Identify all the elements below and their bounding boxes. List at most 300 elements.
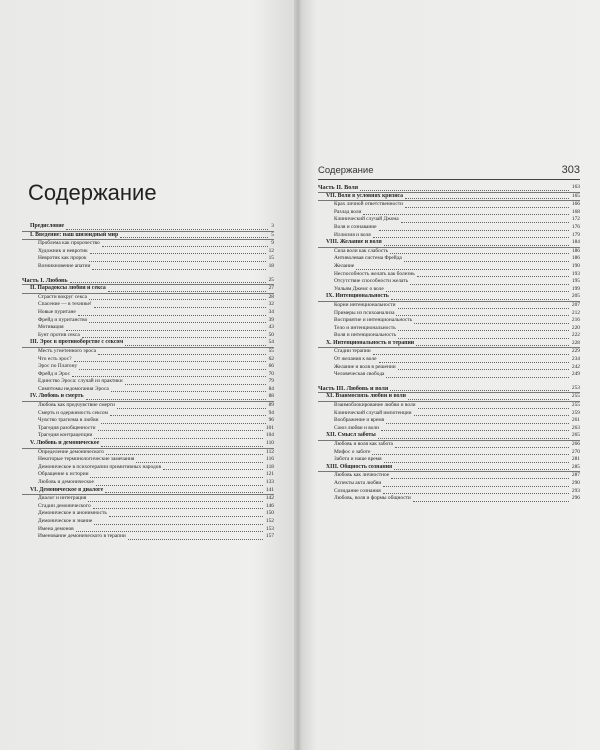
toc-leader-dots	[398, 330, 569, 331]
toc-entry-title: Желание и воля в решении	[334, 363, 396, 370]
toc-entry-title: Неспособность желать как болезнь	[334, 270, 415, 277]
toc-leader-dots	[386, 377, 568, 378]
toc-section-entry	[318, 402, 580, 410]
toc-leader-dots	[136, 462, 263, 463]
toc-chapter-entry	[22, 223, 274, 232]
toc-entry-page: 150	[265, 510, 274, 517]
toc-entry-page: 94	[268, 409, 274, 416]
toc-entry-page: 133	[265, 479, 274, 485]
toc-leader-dots	[101, 446, 263, 447]
toc-section-entry	[22, 425, 274, 433]
toc-entry-title: Трагедия контрацепции	[38, 432, 93, 439]
toc-entry-title: Восприятие и интенциональность	[334, 317, 413, 324]
toc-entry-page: 39	[268, 316, 274, 323]
toc-leader-dots	[390, 390, 569, 391]
toc-section-entry	[318, 348, 580, 356]
toc-leader-dots	[94, 307, 266, 308]
toc-section-entry	[22, 449, 274, 457]
toc-entry-title: Обращение к истории	[38, 471, 89, 478]
toc-entry-title: IX. Интенциональность	[326, 293, 389, 300]
toc-section-entry	[22, 533, 274, 541]
toc-section-entry	[318, 310, 580, 318]
toc-entry-page: 15	[268, 255, 274, 262]
toc-leader-dots	[70, 282, 266, 283]
toc-entry-title: Демоническое и знание	[38, 517, 93, 524]
toc-entry-title: Желание	[334, 262, 355, 269]
toc-entry-title: Любовь как предчувствие смерти	[38, 402, 115, 409]
toc-leader-dots	[93, 508, 263, 509]
toc-entry-page: 261	[571, 417, 580, 424]
toc-entry-title: Невротик как пророк	[38, 255, 87, 262]
toc-entry-title: Клинический случай Джона	[334, 216, 399, 223]
toc-entry-page: 193	[571, 270, 580, 277]
toc-entry-page: 54	[268, 339, 274, 346]
toc-entry-page: 199	[571, 285, 580, 292]
toc-leader-dots	[381, 430, 569, 431]
toc-leader-dots	[102, 246, 269, 247]
toc-section-entry	[22, 255, 274, 263]
toc-section-entry	[318, 302, 580, 310]
toc-entry-title: I. Введение: наш шизоидный мир	[30, 231, 119, 238]
toc-chapter-entry	[318, 239, 580, 248]
toc-section-entry	[318, 278, 580, 286]
toc-section-entry	[22, 348, 274, 356]
toc-entry-title: Разлад воли	[334, 208, 362, 215]
toc-leader-dots	[94, 438, 263, 439]
toc-entry-page: 179	[571, 231, 580, 238]
toc-entry-title: Фрейд и Эрос	[38, 370, 71, 377]
toc-section-entry	[318, 371, 580, 379]
toc-section-entry	[318, 472, 580, 480]
toc-entry-page: 32	[268, 301, 274, 308]
toc-section-entry	[318, 271, 580, 279]
running-header	[318, 165, 580, 180]
toc-entry-page: 249	[571, 371, 580, 378]
toc-entry-title: Клинический случай импотенции	[334, 409, 412, 416]
toc-leader-dots	[106, 454, 263, 455]
toc-entry-title: Иллюзия и воля	[334, 231, 371, 238]
toc-entry-page: 25	[268, 276, 274, 283]
toc-entry-title: Любовь и демоническое	[38, 479, 94, 485]
toc-section-entry	[318, 325, 580, 333]
toc-entry-title: Часть I. Любовь	[22, 276, 68, 284]
toc-entry-title: Определение демонического	[38, 448, 104, 455]
toc-section-entry	[22, 301, 274, 309]
toc-entry-title: Месть угнетенного эроса	[38, 347, 97, 354]
toc-leader-dots	[108, 291, 266, 292]
toc-section-entry	[318, 224, 580, 232]
toc-entry-title: Единство Эроса: случай из практики	[38, 378, 123, 385]
toc-entry-title: Воображение и время	[334, 417, 385, 424]
toc-entry-page: 84	[268, 385, 274, 392]
toc-leader-dots	[408, 399, 569, 400]
toc-entry-title: Примеры из психоанализа	[334, 309, 395, 316]
toc-entry-page: 166	[571, 201, 580, 208]
toc-entry-title: Уильям Джемс о воле	[334, 285, 384, 292]
toc-entry-title: Возникновение апатии	[38, 262, 91, 269]
toc-entry-title: III. Эрос в противоборстве с сексом	[30, 339, 124, 346]
toc-section-entry	[22, 402, 274, 410]
toc-entry-title: Демоническое и анонимность	[38, 510, 107, 517]
toc-entry-title: Некоторые терминологические замечания	[38, 456, 135, 463]
toc-entry-page: 146	[265, 502, 274, 509]
toc-entry-title: Страсти вокруг секса	[38, 293, 87, 300]
toc-entry-title: Воля и интенциональность	[334, 332, 397, 339]
toc-entry-title: Стадии демонического	[38, 502, 91, 509]
toc-chapter-entry	[318, 393, 580, 402]
toc-entry-title: Спасение — в технике!	[38, 301, 92, 308]
toc-section-entry	[318, 286, 580, 294]
toc-section-entry	[318, 495, 580, 503]
toc-entry-page: 110	[266, 440, 274, 447]
toc-entry-title: Именование демонического в терапии	[38, 533, 126, 540]
toc-section-entry	[318, 232, 580, 240]
toc-leader-dots	[405, 198, 569, 199]
toc-section-entry	[22, 317, 274, 325]
toc-entry-title: Часть II. Воля	[318, 184, 359, 191]
toc-section-entry	[318, 441, 580, 449]
toc-entry-page: 216	[571, 317, 580, 324]
toc-entry-page: 141	[265, 486, 274, 493]
toc-section-entry	[318, 417, 580, 425]
toc-leader-dots	[390, 253, 569, 254]
toc-leader-dots	[396, 315, 568, 316]
toc-section-entry	[22, 324, 274, 332]
toc-entry-page: 112	[266, 448, 274, 455]
toc-entry-page: 253	[571, 384, 580, 391]
toc-entry-page: 5	[271, 231, 274, 238]
toc-leader-dots	[391, 299, 569, 300]
toc-entry-page: 62	[268, 355, 274, 362]
toc-entry-page: 285	[571, 463, 580, 470]
toc-section-entry	[22, 518, 274, 526]
toc-entry-title: Трагедия разобщенности	[38, 424, 96, 431]
toc-section-entry	[22, 432, 274, 440]
toc-entry-page: 89	[268, 402, 274, 409]
toc-leader-dots	[117, 408, 266, 409]
toc-entry-page: 153	[265, 525, 274, 532]
toc-section-entry	[22, 479, 274, 487]
toc-entry-page: 186	[571, 247, 580, 254]
toc-chapter-entry	[22, 232, 274, 241]
toc-entry-page: 96	[268, 417, 274, 424]
toc-list-left	[22, 223, 274, 541]
toc-chapter-entry	[22, 339, 274, 348]
toc-section-entry	[318, 480, 580, 488]
toc-leader-dots	[414, 415, 569, 416]
toc-section-entry	[318, 317, 580, 325]
toc-leader-dots	[96, 485, 263, 486]
toc-leader-dots	[120, 237, 268, 238]
toc-entry-title: Предисловие	[30, 223, 65, 229]
toc-section-entry	[318, 201, 580, 209]
toc-entry-title: Художник и невротик	[38, 247, 88, 254]
toc-section-entry	[22, 417, 274, 425]
toc-leader-dots	[111, 391, 266, 392]
toc-leader-dots	[78, 315, 266, 316]
toc-section-entry	[22, 378, 274, 386]
toc-entry-page: 121	[265, 471, 274, 478]
toc-entry-title: Мотивация	[38, 324, 64, 331]
toc-leader-dots	[89, 322, 265, 323]
toc-leader-dots	[379, 230, 569, 231]
toc-leader-dots	[86, 399, 266, 400]
toc-entry-page: 101	[265, 424, 274, 431]
toc-entry-page: 55	[268, 347, 274, 354]
toc-leader-dots	[163, 469, 263, 470]
toc-leader-dots	[90, 477, 262, 478]
toc-leader-dots	[66, 229, 268, 230]
toc-section-entry	[22, 526, 274, 534]
toc-entry-page: 296	[571, 495, 580, 502]
book-gutter	[294, 0, 302, 750]
toc-entry-page: 265	[571, 432, 580, 439]
left-page	[0, 0, 298, 750]
toc-entry-page: 168	[571, 208, 580, 215]
toc-section-entry	[22, 240, 274, 248]
toc-entry-title: XII. Смысл заботы	[326, 432, 376, 439]
toc-entry-title: Стадии терапии	[334, 348, 371, 355]
toc-leader-dots	[391, 478, 569, 479]
toc-section-entry	[22, 456, 274, 464]
toc-entry-title: От желания к воле	[334, 356, 377, 363]
toc-entry-title: Часть III. Любовь и воля	[318, 384, 389, 392]
toc-leader-dots	[418, 408, 569, 409]
toc-leader-dots	[401, 222, 569, 223]
toc-entry-page: 234	[571, 356, 580, 363]
toc-entry-page: 163	[571, 184, 580, 190]
toc-entry-page: 43	[268, 324, 274, 331]
toc-entry-page: 293	[571, 487, 580, 494]
toc-section-entry	[318, 332, 580, 340]
toc-entry-title: XI. Взаимосвязь любви и воли	[326, 393, 406, 400]
toc-entry-title: Бунт против секса	[38, 331, 80, 338]
toc-leader-dots	[125, 384, 266, 385]
toc-entry-page: 212	[571, 309, 580, 316]
toc-entry-page: 222	[571, 332, 580, 339]
toc-leader-dots	[394, 469, 569, 470]
toc-entry-page: 190	[571, 262, 580, 269]
toc-leader-dots	[110, 415, 266, 416]
toc-entry-page: 66	[268, 363, 274, 370]
toc-chapter-entry	[22, 487, 274, 496]
toc-leader-dots	[383, 493, 569, 494]
toc-entry-title: Фрейд и пуританство	[38, 316, 88, 323]
toc-entry-title: Демоническое в психотерапии примитивных народов	[38, 463, 162, 470]
running-title: Содержание	[318, 165, 374, 176]
toc-section-entry	[318, 456, 580, 464]
toc-entry-page: 195	[571, 278, 580, 285]
toc-entry-page: 290	[571, 479, 580, 486]
toc-entry-title: Что есть эрос?	[38, 355, 72, 362]
toc-leader-dots	[417, 276, 569, 277]
toc-entry-title: Человеческая свобода	[334, 371, 385, 378]
toc-entry-page: 263	[571, 424, 580, 431]
toc-leader-dots	[398, 308, 569, 309]
toc-leader-dots	[372, 454, 568, 455]
toc-entry-page: 228	[571, 339, 580, 346]
toc-entry-title: II. Парадоксы любви и секса	[30, 285, 106, 292]
toc-part-entry	[22, 277, 274, 286]
toc-entry-title: Смерть и одержимость сексом	[38, 409, 108, 416]
toc-chapter-entry	[318, 432, 580, 441]
toc-entry-page: 287	[571, 472, 580, 479]
toc-chapter-entry	[22, 440, 274, 449]
toc-leader-dots	[89, 299, 266, 300]
toc-entry-title: Любовь и воля как забота	[334, 441, 393, 447]
toc-entry-page: 172	[571, 216, 580, 223]
toc-entry-title: Тело и интенциональность	[334, 324, 396, 331]
toc-entry-title: IV. Любовь и смерть	[30, 393, 84, 400]
toc-leader-dots	[92, 269, 265, 270]
toc-leader-dots	[90, 253, 266, 254]
toc-entry-page: 184	[571, 239, 580, 246]
toc-leader-dots	[74, 361, 266, 362]
toc-entry-title: Взаимоблокирование любви и воли	[334, 402, 416, 409]
toc-leader-dots	[379, 362, 569, 363]
toc-leader-dots	[88, 501, 263, 502]
toc-section-entry	[22, 503, 274, 511]
toc-leader-dots	[386, 423, 569, 424]
toc-entry-page: 28	[268, 293, 274, 300]
toc-entry-title: Антиволевая система Фрейда	[334, 255, 402, 262]
toc-leader-dots	[373, 354, 569, 355]
toc-entry-page: 116	[266, 456, 274, 463]
toc-chapter-entry	[22, 393, 274, 402]
toc-entry-title: Диалог и интеграция	[38, 495, 87, 502]
toc-entry-page: 12	[268, 247, 274, 254]
toc-section-entry	[22, 294, 274, 302]
toc-entry-page: 27	[268, 285, 274, 292]
toc-entry-title: Симптомы недомогания Эроса	[38, 385, 109, 392]
toc-section-entry	[22, 248, 274, 256]
toc-entry-title: Новые пуритане	[38, 308, 76, 315]
toc-entry-page: 270	[571, 448, 580, 455]
toc-entry-title: Любовь как личностное	[334, 472, 390, 479]
toc-entry-title: VII. Воля в условиях кризиса	[326, 192, 404, 199]
toc-entry-page: 220	[571, 324, 580, 331]
toc-leader-dots	[398, 338, 569, 339]
toc-entry-page: 259	[571, 409, 580, 416]
toc-section-entry	[22, 309, 274, 317]
toc-entry-page: 70	[268, 370, 274, 377]
toc-entry-page: 207	[571, 301, 580, 308]
toc-entry-page: 255	[571, 402, 580, 409]
toc-section-entry	[22, 495, 274, 503]
toc-entry-title: Любовь, воля и формы общности	[334, 495, 411, 502]
toc-entry-page: 9	[271, 240, 274, 247]
toc-leader-dots	[386, 291, 569, 292]
toc-entry-page: 157	[265, 533, 274, 540]
toc-leader-dots	[373, 237, 569, 238]
toc-chapter-entry	[318, 340, 580, 349]
toc-entry-title: Сила воли как слабость	[334, 247, 389, 254]
toc-section-entry	[22, 263, 274, 271]
toc-entry-page: 229	[571, 348, 580, 355]
toc-part-entry	[318, 184, 580, 193]
toc-leader-dots	[105, 492, 263, 493]
toc-entry-page: 79	[268, 378, 274, 385]
toc-entry-page: 88	[268, 393, 274, 400]
toc-entry-title: VIII. Желание и воля	[326, 239, 382, 246]
toc-leader-dots	[413, 501, 569, 502]
toc-entry-page: 255	[571, 393, 580, 400]
toc-entry-page: 266	[571, 441, 580, 447]
toc-section-entry	[22, 356, 274, 364]
toc-leader-dots	[410, 284, 569, 285]
toc-entry-page: 142	[265, 495, 274, 502]
toc-leader-dots	[125, 345, 265, 346]
toc-entry-page: 186	[571, 255, 580, 262]
toc-entry-title: Проблема как пророчество	[38, 240, 100, 247]
toc-leader-dots	[79, 369, 265, 370]
toc-leader-dots	[378, 438, 569, 439]
toc-leader-dots	[89, 261, 266, 262]
toc-section-entry	[318, 255, 580, 263]
toc-entry-title: Созидание сознания	[334, 487, 381, 494]
toc-leader-dots	[360, 190, 569, 191]
toc-leader-dots	[384, 462, 569, 463]
toc-entry-page: 50	[268, 331, 274, 338]
toc-entry-page: 152	[265, 517, 274, 524]
toc-entry-page: 18	[268, 262, 274, 269]
toc-entry-title: Имена демонов	[38, 525, 74, 532]
toc-section-entry	[22, 510, 274, 518]
page-title: Содержание	[28, 180, 157, 205]
toc-section-entry	[318, 356, 580, 364]
toc-list-right	[318, 184, 580, 503]
toc-entry-title: Воля и сознавание	[334, 223, 377, 230]
toc-leader-dots	[414, 323, 569, 324]
toc-entry-title: Крах личной ответственности	[334, 201, 404, 208]
toc-entry-page: 34	[268, 308, 274, 315]
toc-leader-dots	[76, 531, 263, 532]
toc-entry-title: Отсутствие способности желать	[334, 278, 409, 285]
toc-leader-dots	[66, 330, 266, 331]
toc-entry-page: 104	[265, 432, 274, 439]
toc-entry-title: VI. Демоническое в диалоге	[30, 486, 104, 493]
toc-entry-page: 118	[266, 463, 274, 470]
toc-entry-title: Мифос о заботе	[334, 448, 371, 455]
toc-leader-dots	[384, 245, 569, 246]
toc-entry-title: Забота и наше время	[334, 456, 382, 463]
toc-leader-dots	[356, 269, 569, 270]
toc-leader-dots	[101, 423, 266, 424]
toc-entry-title: XIII. Общность сознания	[326, 463, 393, 470]
toc-section-entry	[22, 363, 274, 371]
toc-leader-dots	[405, 207, 569, 208]
toc-entry-page: 176	[571, 223, 580, 230]
toc-entry-page: 3	[271, 223, 274, 229]
toc-chapter-entry	[318, 193, 580, 202]
toc-leader-dots	[383, 486, 569, 487]
toc-entry-title: Эрос по Платону	[38, 363, 78, 370]
toc-leader-dots	[404, 261, 569, 262]
toc-leader-dots	[98, 354, 266, 355]
toc-section-entry	[22, 471, 274, 479]
toc-entry-title: Союз любви и воли	[334, 424, 379, 431]
toc-entry-page: 281	[571, 456, 580, 463]
toc-entry-title: Корни интенциональности	[334, 301, 396, 308]
toc-entry-title: Аспекты акта любви	[334, 479, 382, 486]
toc-entry-title: X. Интенциональность в терапии	[326, 339, 415, 346]
toc-chapter-entry	[318, 293, 580, 302]
toc-chapter-entry	[22, 285, 274, 294]
toc-leader-dots	[416, 345, 569, 346]
toc-leader-dots	[94, 524, 263, 525]
toc-leader-dots	[395, 447, 569, 448]
toc-entry-title: V. Любовь и демоническое	[30, 440, 100, 447]
